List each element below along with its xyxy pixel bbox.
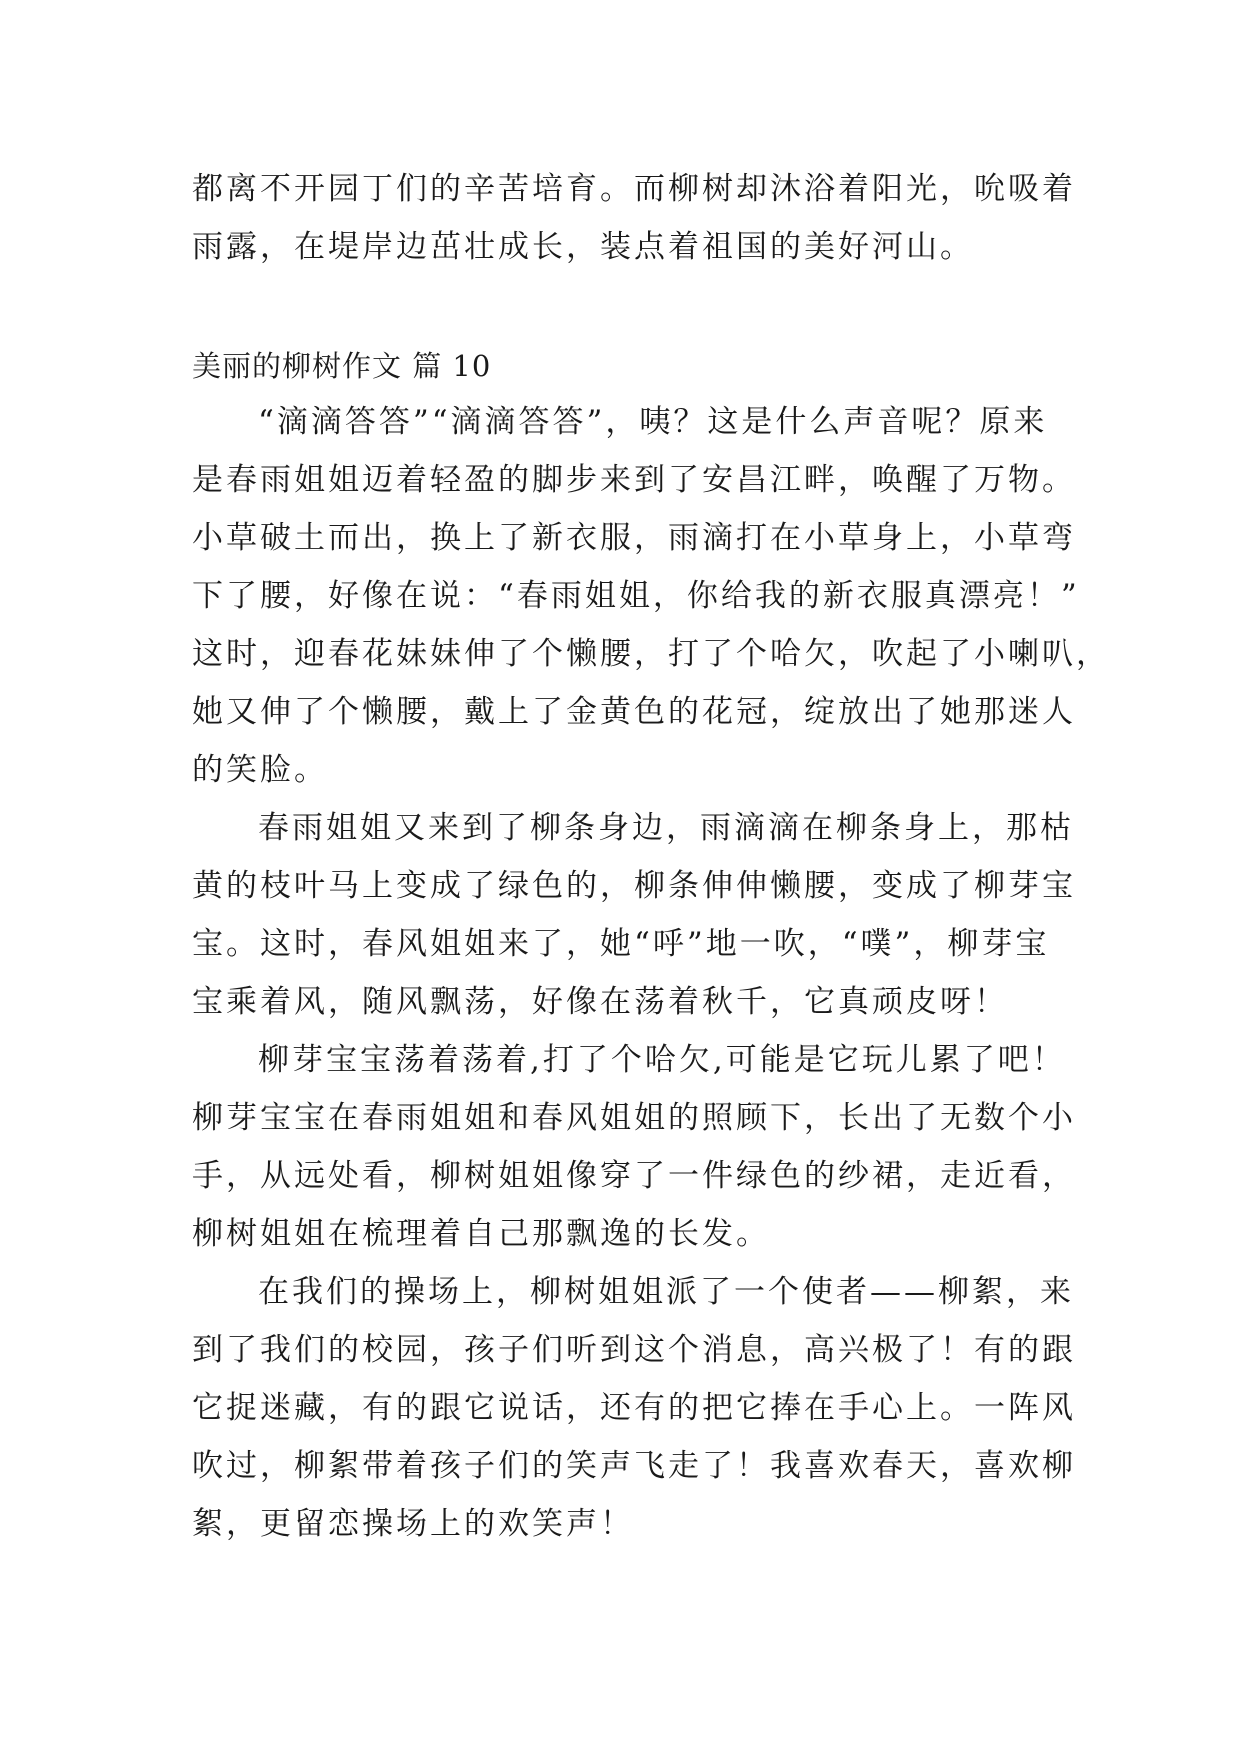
text-line: “滴滴答答”“滴滴答答”，咦？这是什么声音呢？原来	[258, 404, 1048, 440]
paragraph	[192, 1263, 1076, 1553]
text-line: 的笑脸。	[192, 752, 328, 788]
text-line: 黄的枝叶马上变成了绿色的，柳条伸伸懒腰，变成了柳芽宝	[192, 868, 1076, 904]
text-line: 到了我们的校园，孩子们听到这个消息，高兴极了！有的跟	[192, 1332, 1076, 1368]
text-line: 絮，更留恋操场上的欢笑声！	[192, 1506, 634, 1542]
text-line: 都离不开园丁们的辛苦培育。而柳树却沐浴着阳光，吮吸着	[192, 171, 1076, 207]
text-line: 柳芽宝宝荡着荡着,打了个哈欠,可能是它玩儿累了吧！	[258, 1042, 1066, 1078]
text-line: 在我们的操场上，柳树姐姐派了一个使者——柳絮，来	[258, 1274, 1074, 1310]
text-line: 吹过，柳絮带着孩子们的笑声飞走了！我喜欢春天，喜欢柳	[192, 1448, 1076, 1484]
paragraph	[192, 393, 1110, 799]
paragraph	[192, 799, 1076, 1031]
text-line: 这时，迎春花妹妹伸了个懒腰，打了个哈欠，吹起了小喇叭，	[192, 636, 1110, 672]
text-line: 是春雨姐姐迈着轻盈的脚步来到了安昌江畔，唤醒了万物。	[192, 462, 1076, 498]
text-line: 它捉迷藏，有的跟它说话，还有的把它捧在手心上。一阵风	[192, 1390, 1076, 1426]
essay-body	[192, 393, 1110, 1553]
section-heading: 美丽的柳树作文 篇 10	[192, 349, 492, 383]
text-line: 柳芽宝宝在春雨姐姐和春风姐姐的照顾下，长出了无数个小	[192, 1100, 1076, 1136]
text-line: 春雨姐姐又来到了柳条身边，雨滴滴在柳条身上，那枯	[258, 810, 1074, 846]
continuation-text	[192, 160, 1076, 276]
text-line: 柳树姐姐在梳理着自己那飘逸的长发。	[192, 1216, 770, 1252]
paragraph	[192, 1031, 1076, 1263]
text-line: 宝乘着风，随风飘荡，好像在荡着秋千，它真顽皮呀！	[192, 984, 1008, 1020]
text-line: 下了腰，好像在说：“春雨姐姐，你给我的新衣服真漂亮！”	[192, 578, 1080, 614]
text-line: 小草破土而出，换上了新衣服，雨滴打在小草身上，小草弯	[192, 520, 1076, 556]
text-line: 她又伸了个懒腰，戴上了金黄色的花冠，绽放出了她那迷人	[192, 694, 1076, 730]
text-line: 雨露，在堤岸边茁壮成长，装点着祖国的美好河山。	[192, 229, 974, 265]
text-line: 手，从远处看，柳树姐姐像穿了一件绿色的纱裙，走近看，	[192, 1158, 1076, 1194]
text-line: 宝。这时，春风姐姐来了，她“呼”地一吹，“噗”，柳芽宝	[192, 926, 1050, 962]
